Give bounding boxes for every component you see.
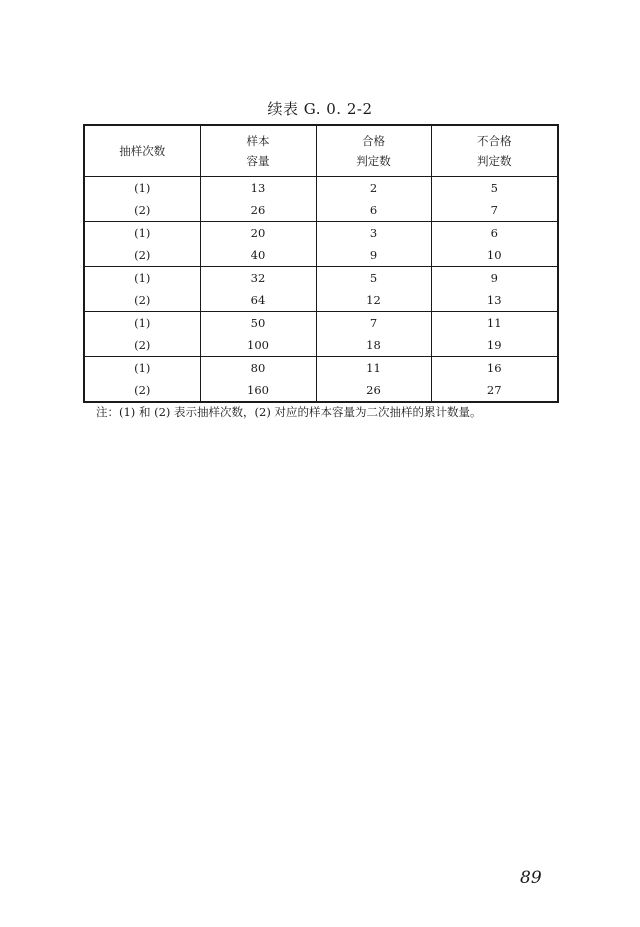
sampling-table [83,124,559,403]
table-container [83,124,557,403]
cell-reject-number: 9 [431,267,558,290]
cell-sample-size: 64 [200,289,316,312]
cell-sampling-count: (1) [84,177,200,200]
table-header-row [84,125,558,177]
header-label: 样本 [246,134,270,148]
cell-reject-number: 5 [431,177,558,200]
cell-sampling-count: (1) [84,222,200,245]
cell-sample-size: 80 [200,357,316,380]
cell-sampling-count: (2) [84,334,200,357]
page-number: 89 [520,868,542,888]
cell-sampling-count: (1) [84,312,200,335]
header-label: 抽样次数 [119,144,166,158]
cell-accept-number: 6 [316,199,431,222]
table-row [84,199,558,222]
cell-reject-number: 16 [431,357,558,380]
cell-accept-number: 18 [316,334,431,357]
header-label: 容量 [246,154,270,168]
header-reject-number [431,125,558,177]
header-label: 判定数 [356,154,391,168]
cell-sample-size: 50 [200,312,316,335]
header-accept-number [316,125,431,177]
cell-sampling-count: (2) [84,379,200,402]
cell-sampling-count: (2) [84,289,200,312]
cell-sample-size: 100 [200,334,316,357]
table-row [84,289,558,312]
cell-accept-number: 2 [316,177,431,200]
table-row [84,312,558,335]
cell-reject-number: 11 [431,312,558,335]
header-label: 判定数 [477,154,512,168]
cell-reject-number: 6 [431,222,558,245]
cell-accept-number: 12 [316,289,431,312]
cell-sample-size: 13 [200,177,316,200]
cell-reject-number: 13 [431,289,558,312]
cell-sample-size: 32 [200,267,316,290]
table-row [84,267,558,290]
table-footnote: 注：(1) 和 (2) 表示抽样次数，(2) 对应的样本容量为二次抽样的累计数量。 [96,405,482,419]
cell-accept-number: 9 [316,244,431,267]
cell-sampling-count: (1) [84,357,200,380]
cell-sampling-count: (1) [84,267,200,290]
header-label: 不合格 [477,134,512,148]
cell-reject-number: 27 [431,379,558,402]
cell-reject-number: 19 [431,334,558,357]
cell-sample-size: 40 [200,244,316,267]
header-sampling-count [84,125,200,177]
table-row [84,357,558,380]
table-row [84,222,558,245]
table-row [84,379,558,402]
cell-sample-size: 26 [200,199,316,222]
cell-accept-number: 5 [316,267,431,290]
cell-accept-number: 3 [316,222,431,245]
cell-accept-number: 11 [316,357,431,380]
cell-accept-number: 7 [316,312,431,335]
table-title: 续表 G. 0. 2-2 [267,100,373,118]
cell-reject-number: 10 [431,244,558,267]
table-row [84,177,558,200]
table-row [84,334,558,357]
cell-accept-number: 26 [316,379,431,402]
cell-sampling-count: (2) [84,244,200,267]
header-label: 合格 [362,134,385,148]
table-row [84,244,558,267]
cell-reject-number: 7 [431,199,558,222]
cell-sample-size: 20 [200,222,316,245]
cell-sample-size: 160 [200,379,316,402]
header-sample-size [200,125,316,177]
cell-sampling-count: (2) [84,199,200,222]
